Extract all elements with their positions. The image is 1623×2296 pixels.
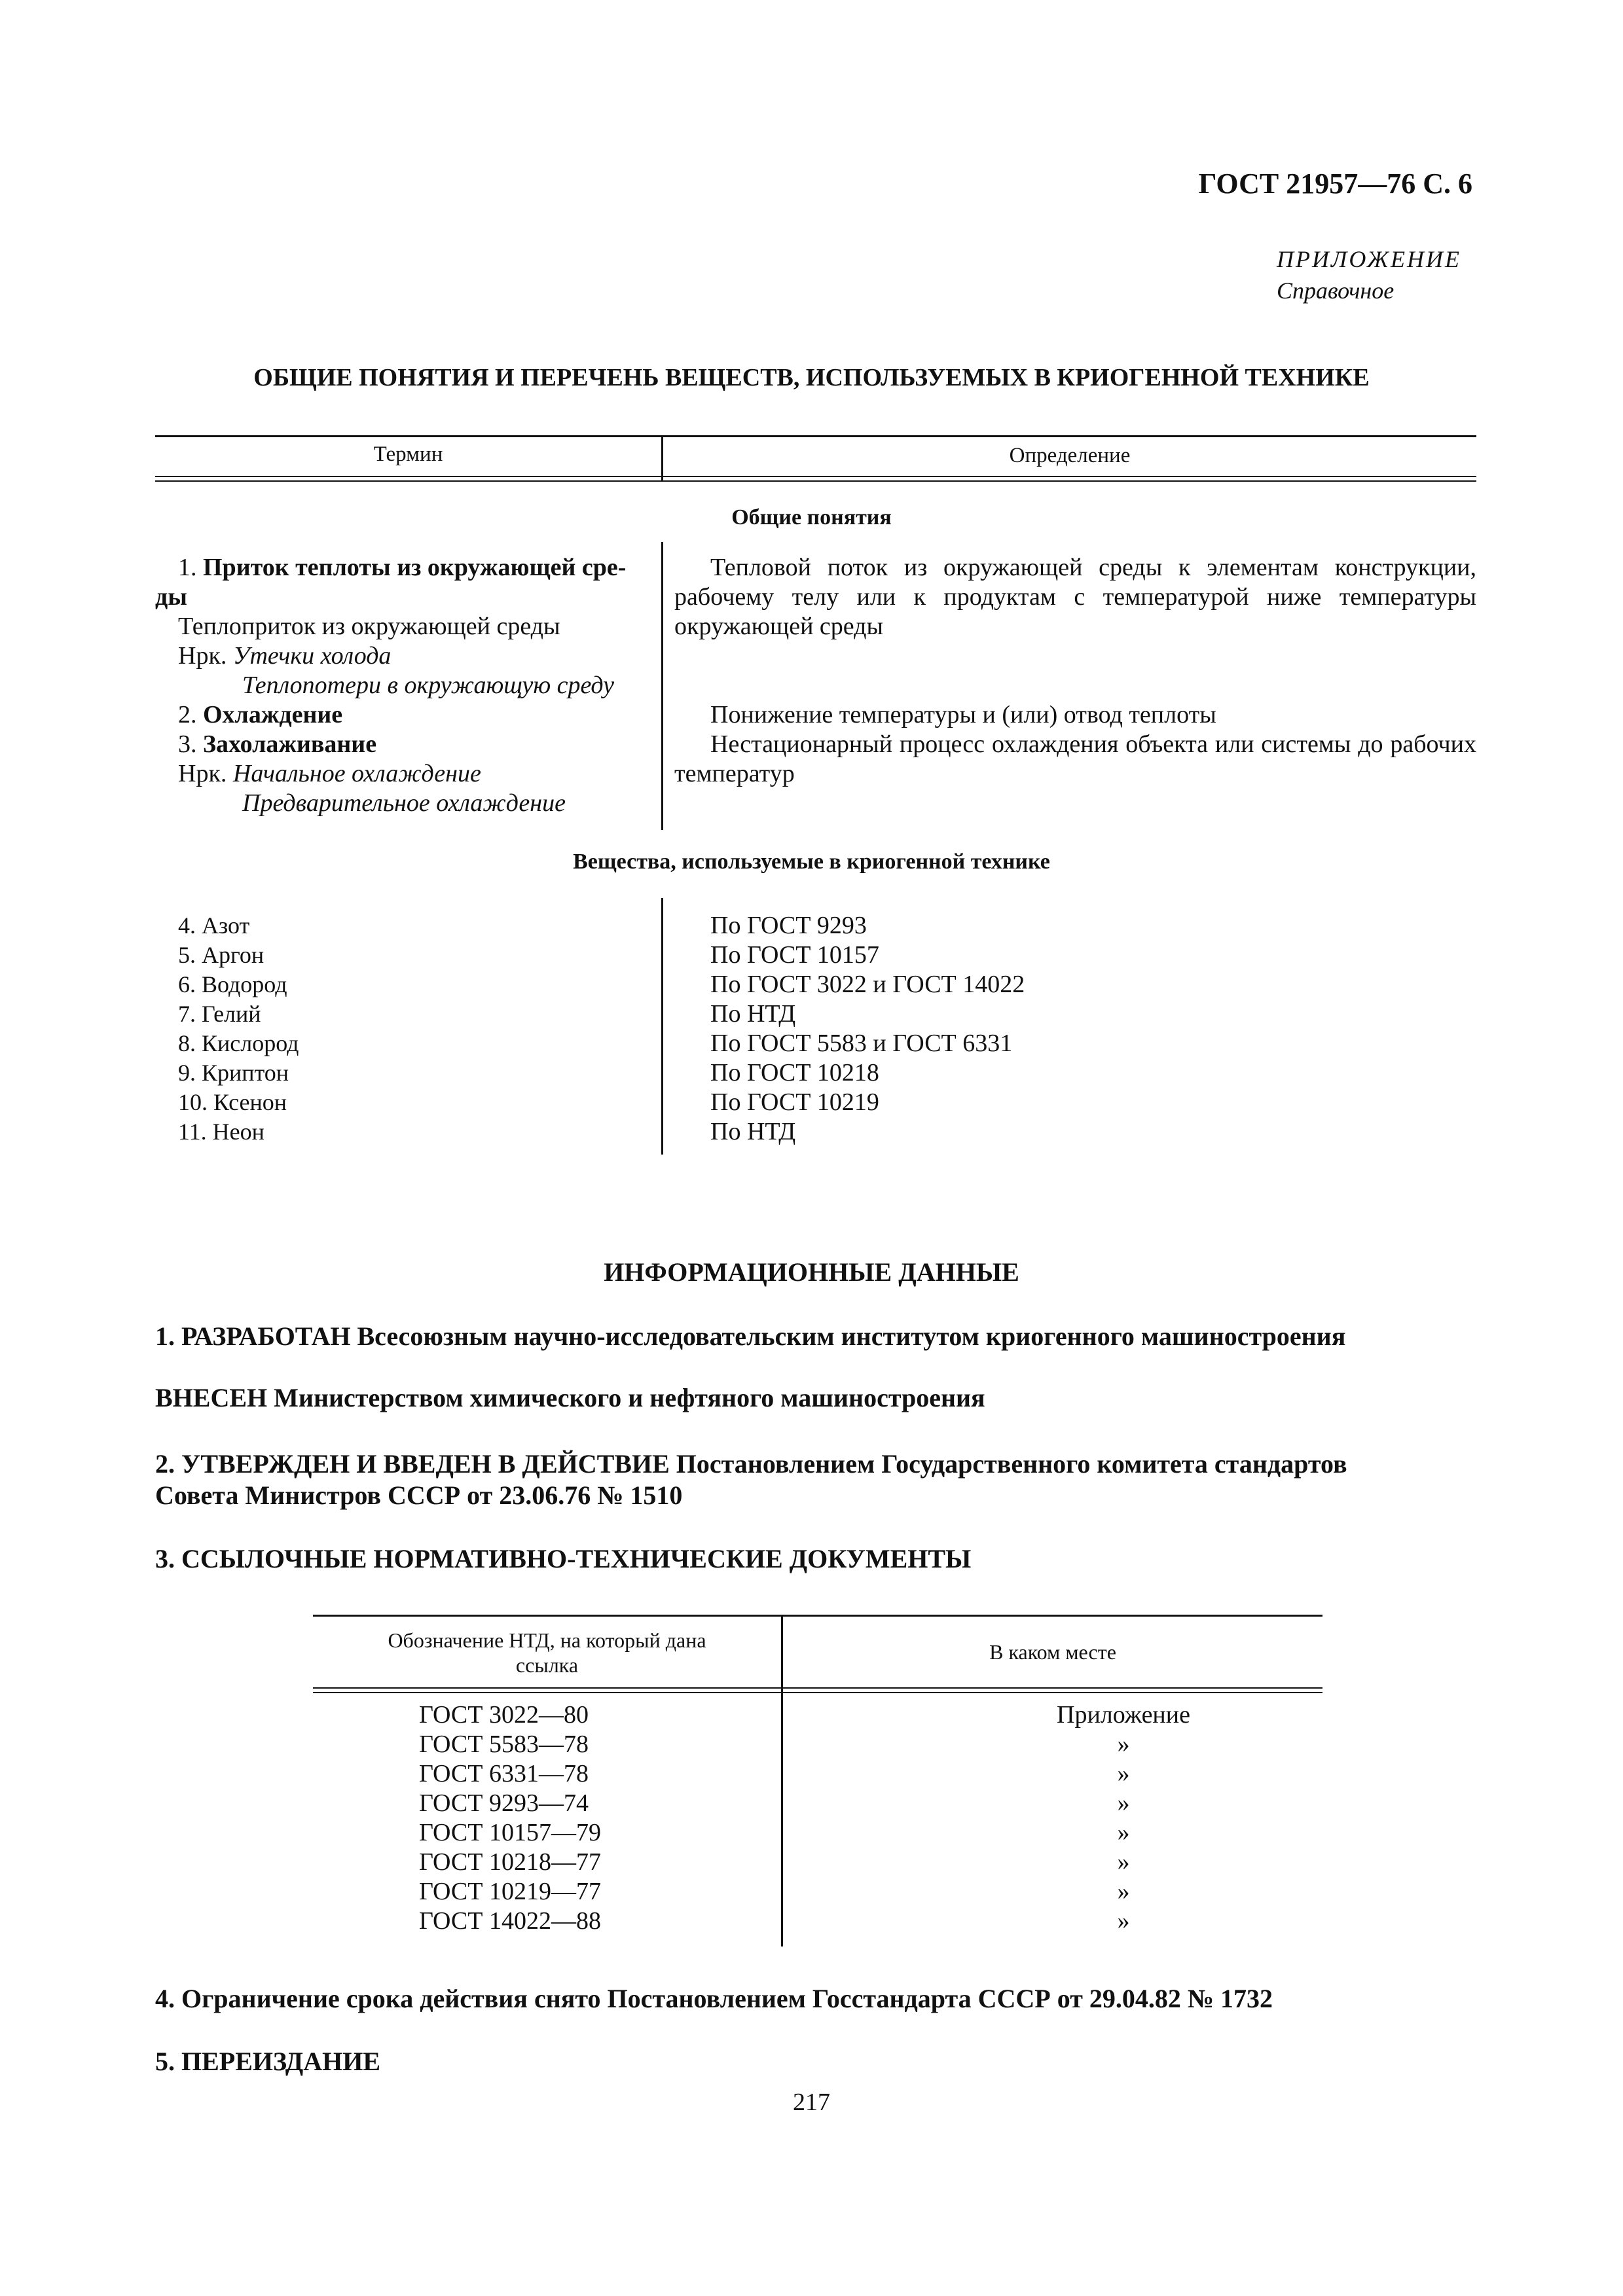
ref-document: ГОСТ 3022—80: [419, 1701, 589, 1729]
definition-3: Нестационарный процесс охлаждения объекта или системы до рабочих температур: [674, 730, 1476, 787]
table-column-divider-1: [661, 542, 663, 830]
ref-place: »: [1117, 1907, 1130, 1935]
substance-standard: По ГОСТ 10218: [710, 1059, 879, 1086]
substance-standard: По ГОСТ 5583 и ГОСТ 6331: [710, 1030, 1013, 1057]
term-1-nrk-2: Теплопотери в окружающую среду: [242, 672, 615, 699]
ref-document: ГОСТ 6331—78: [419, 1760, 589, 1787]
substance-standard: По ГОСТ 10157: [710, 941, 879, 969]
ref-header-rule-1: [313, 1687, 1322, 1689]
term-1: [178, 553, 626, 583]
ref-document: ГОСТ 9293—74: [419, 1789, 589, 1817]
ref-column-header-document-line-1: Обозначение НТД, на который дана: [388, 1628, 706, 1652]
ref-header-rule-2: [313, 1692, 1322, 1693]
column-header-term: Термин: [373, 442, 443, 466]
ref-document: ГОСТ 10219—77: [419, 1878, 601, 1905]
page-number: 217: [793, 2089, 830, 2116]
document-reference: ГОСТ 21957—76 С. 6: [1198, 168, 1472, 200]
substance-name: 4. Азот: [178, 912, 250, 939]
term-3-name: Захолаживание: [203, 730, 377, 758]
substance-standard: По НТД: [710, 1118, 796, 1145]
term-1-nrk-prefix: Нрк.: [178, 642, 227, 670]
ref-document: ГОСТ 5583—78: [419, 1731, 589, 1758]
substance-name: 7. Гелий: [178, 1001, 261, 1027]
substance-name: 10. Ксенон: [178, 1089, 287, 1115]
info-approved: [155, 1448, 1347, 1511]
definition-1: Тепловой поток из окружающей среды к элементам конструкции, рабочему телу или к продуктам с температурой ниже температуры окружающей среды: [674, 554, 1476, 640]
substance-name: 6. Водород: [178, 971, 287, 997]
ref-place: »: [1117, 1760, 1130, 1787]
ref-place: »: [1117, 1848, 1130, 1876]
definition-2: Понижение температуры и (или) отвод теплоты: [710, 701, 1216, 728]
info-approved-line-1: 2. УТВЕРЖДЕН И ВВЕДЕН В ДЕЙСТВИЕ Постановлением Государственного комитета стандартов: [155, 1449, 1347, 1479]
appendix-label: [1277, 243, 1461, 306]
term-3-nrk: [178, 759, 481, 789]
term-1-nrk: [178, 641, 391, 671]
term-2-name: Охлаждение: [203, 701, 343, 728]
info-references-heading: 3. ССЫЛОЧНЫЕ НОРМАТИВНО-ТЕХНИЧЕСКИЕ ДОКУМЕНТЫ: [155, 1544, 972, 1573]
substance-standard: По ГОСТ 10219: [710, 1088, 879, 1116]
ref-document-list: [419, 1700, 601, 1936]
ref-document: ГОСТ 10218—77: [419, 1848, 601, 1876]
table-column-divider-2: [661, 898, 663, 1155]
ref-table-top-rule: [313, 1615, 1322, 1617]
substance-name: 9. Криптон: [178, 1060, 289, 1086]
substance-standard-list: [710, 911, 1025, 1147]
term-3-nrk-1: Начальное охлаждение: [232, 760, 481, 787]
substance-standard: По НТД: [710, 1000, 796, 1028]
term-1-nrk-1: Утечки холода: [232, 642, 392, 670]
info-approved-line-2: Совета Министров СССР от 23.06.76 № 1510: [155, 1480, 683, 1510]
term-2-number: 2.: [178, 701, 197, 728]
table-header-rule-1: [155, 476, 1476, 477]
info-validity-restriction: 4. Ограничение срока действия снято Постановлением Госстандарта СССР от 29.04.82 № 1732: [155, 1984, 1273, 2013]
info-section-title: ИНФОРМАЦИОННЫЕ ДАННЫЕ: [604, 1257, 1019, 1287]
appendix-title: ПРИЛОЖЕНИЕ: [1277, 246, 1461, 272]
ref-place: Приложение: [1057, 1701, 1190, 1729]
substance-standard: По ГОСТ 9293: [710, 912, 867, 939]
table-top-rule: [155, 435, 1476, 437]
term-1-number: 1.: [178, 554, 197, 581]
substance-standard: По ГОСТ 3022 и ГОСТ 14022: [710, 971, 1025, 998]
substance-name: 8. Кислород: [178, 1030, 299, 1056]
ref-place: »: [1117, 1819, 1130, 1846]
ref-column-header-document-line-2: ссылка: [515, 1653, 579, 1677]
term-1-synonym: Теплоприток из окружающей среды: [178, 613, 560, 640]
section-general-concepts: Общие понятия: [731, 505, 892, 529]
ref-document: ГОСТ 10157—79: [419, 1819, 601, 1846]
term-3: [178, 730, 376, 759]
term-3-nrk-prefix: Нрк.: [178, 760, 227, 787]
info-reissue: 5. ПЕРЕИЗДАНИЕ: [155, 2047, 381, 2076]
ref-column-header-place: В каком месте: [989, 1640, 1116, 1664]
term-1-line-1: Приток теплоты из окружающей сре-: [203, 554, 627, 581]
table-header-rule-2: [155, 480, 1476, 482]
substance-name: 5. Аргон: [178, 942, 264, 968]
term-3-number: 3.: [178, 730, 197, 758]
info-submitted: ВНЕСЕН Министерством химического и нефтяного машиностроения: [155, 1383, 985, 1412]
ref-column-header-document: [313, 1628, 781, 1677]
ref-document: ГОСТ 14022—88: [419, 1907, 601, 1935]
term-3-nrk-2: Предварительное охлаждение: [242, 789, 566, 817]
ref-place: »: [1117, 1878, 1130, 1905]
ref-place: »: [1117, 1731, 1130, 1758]
ref-table-divider: [781, 1615, 783, 1946]
page-title: ОБЩИЕ ПОНЯТИЯ И ПЕРЕЧЕНЬ ВЕЩЕСТВ, ИСПОЛЬЗУЕМЫХ В КРИОГЕННОЙ ТЕХНИКЕ: [253, 364, 1370, 391]
appendix-type: Справочное: [1277, 278, 1395, 304]
substance-list: [178, 911, 299, 1147]
ref-place: »: [1117, 1789, 1130, 1817]
info-developed: 1. РАЗРАБОТАН Всесоюзным научно-исследовательским институтом криогенного машиностроения: [155, 1321, 1346, 1351]
column-header-definition: Определение: [1009, 444, 1131, 467]
substance-name: 11. Неон: [178, 1119, 264, 1145]
term-2: [178, 700, 342, 730]
term-1-line-2: ды: [155, 583, 187, 611]
section-substances: Вещества, используемые в криогенной технике: [573, 850, 1050, 874]
ref-place-list: [979, 1700, 1267, 1936]
